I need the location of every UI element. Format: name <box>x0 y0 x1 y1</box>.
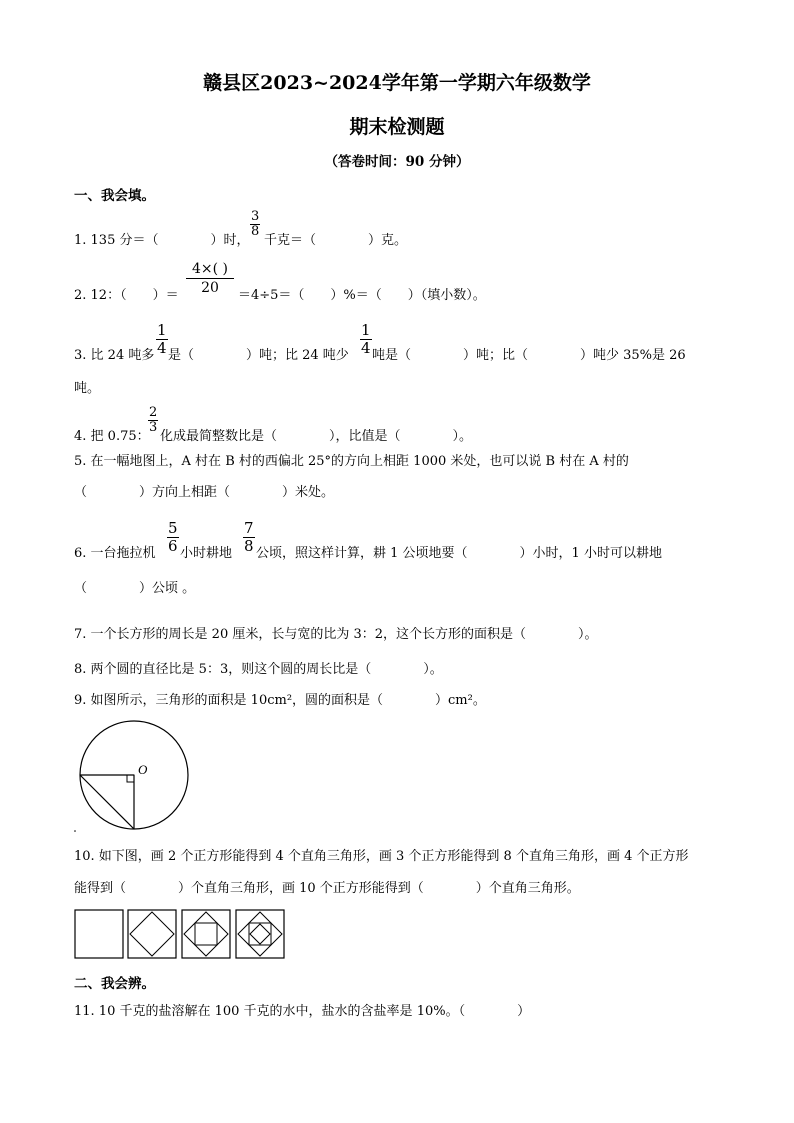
fraction-denominator: 4 <box>157 339 167 357</box>
question-3-part-a: 3. 比 24 吨多 <box>74 348 155 363</box>
question-2-part-b: ＝4÷5＝（ ）%＝（ ）（填小数）。 <box>238 288 486 303</box>
question-5-part-b: （ ）方向上相距（ ）米处。 <box>74 485 335 500</box>
nested-squares-figure <box>74 909 292 961</box>
fraction-denominator: 4 <box>361 339 371 357</box>
time-note: （答卷时间：90 分钟） <box>324 154 470 170</box>
section-heading-fill: 一、我会填。 <box>74 188 155 204</box>
fraction-numerator: 3 <box>251 209 260 224</box>
question-10-part-b: 能得到（ ）个直角三角形，画 10 个正方形能得到（ ）个直角三角形。 <box>74 881 580 896</box>
fraction-numerator: 2 <box>149 405 158 420</box>
center-label-o: O <box>138 762 148 777</box>
fraction-7-8 <box>243 520 255 555</box>
question-6-part-d: （ ）公顷 。 <box>74 581 196 596</box>
squares-3 <box>128 910 176 958</box>
fraction-denominator: 20 <box>201 280 219 296</box>
fraction-5-6 <box>167 520 179 555</box>
fraction-denominator: 3 <box>149 420 158 435</box>
squares-2 <box>75 910 123 958</box>
fraction-1-4 <box>156 322 168 357</box>
fraction-numerator: 1 <box>361 321 371 339</box>
question-6-part-b: 小时耕地 <box>180 546 233 561</box>
triangle-hypotenuse <box>80 775 134 829</box>
question-4-part-a: 4. 把 0.75： <box>74 429 150 444</box>
question-10-part-a: 10. 如下图，画 2 个正方形能得到 4 个直角三角形，画 3 个正方形能得到 8 个直角三角形，画 4 个正方形 <box>74 849 689 864</box>
question-3-part-b: 是（ ）吨；比 24 吨少 <box>168 348 349 363</box>
stray-dot <box>74 830 76 832</box>
right-angle-mark <box>127 775 134 782</box>
fraction-numerator: 5 <box>168 519 178 537</box>
question-1-part-a: 1. 135 分＝（ ）时， <box>74 233 250 248</box>
fraction-2-3 <box>148 406 158 435</box>
question-7: 7. 一个长方形的周长是 20 厘米，长与宽的比为 3：2，这个长方形的面积是（ ）。 <box>74 627 598 642</box>
squares-5 <box>236 910 284 958</box>
question-1-part-b: 千克＝（ ）克。 <box>264 233 408 248</box>
question-3-part-d: 吨。 <box>74 381 101 396</box>
question-4-part-b: 化成最简整数比是（ ），比值是（ ）。 <box>160 429 473 444</box>
fraction-4x-20 <box>186 260 234 297</box>
fraction-numerator: 7 <box>244 519 254 537</box>
question-11: 11. 10 千克的盐溶解在 100 千克的水中，盐水的含盐率是 10%。（ ） <box>74 1004 531 1019</box>
fraction-denominator: 8 <box>251 224 260 239</box>
fraction-3-8 <box>250 210 260 239</box>
exam-subtitle: 期末检测题 <box>349 116 445 138</box>
fraction-numerator: 1 <box>157 321 167 339</box>
exam-title: 赣县区2023~2024学年第一学期六年级数学 <box>203 72 591 94</box>
fraction-denominator: 6 <box>168 537 178 555</box>
question-5-part-a: 5. 在一幅地图上，A 村在 B 村的西偏北 25°的方向上相距 1000 米处，也可以说 B 村在 A 村的 <box>74 454 629 469</box>
question-8: 8. 两个圆的直径比是 5：3，则这个圆的周长比是（ ）。 <box>74 662 443 677</box>
squares-4 <box>182 910 230 958</box>
question-3-part-c: 吨是（ ）吨；比（ ）吨少 35%是 26 <box>372 348 686 363</box>
question-6-part-c: 公顷，照这样计算，耕 1 公顷地要（ ）小时，1 小时可以耕地 <box>256 546 662 561</box>
section-heading-judge: 二、我会辨。 <box>74 976 155 992</box>
fraction-1-4 <box>360 322 372 357</box>
circle-triangle-figure <box>74 718 198 836</box>
question-6-part-a: 6. 一台拖拉机 <box>74 546 156 561</box>
fraction-numerator: 4×( ) <box>186 260 234 279</box>
question-2-part-a: 2. 12：（ ）＝ <box>74 288 179 303</box>
question-9: 9. 如图所示，三角形的面积是 10cm²，圆的面积是（ ）cm²。 <box>74 693 486 708</box>
fraction-denominator: 8 <box>244 537 254 555</box>
